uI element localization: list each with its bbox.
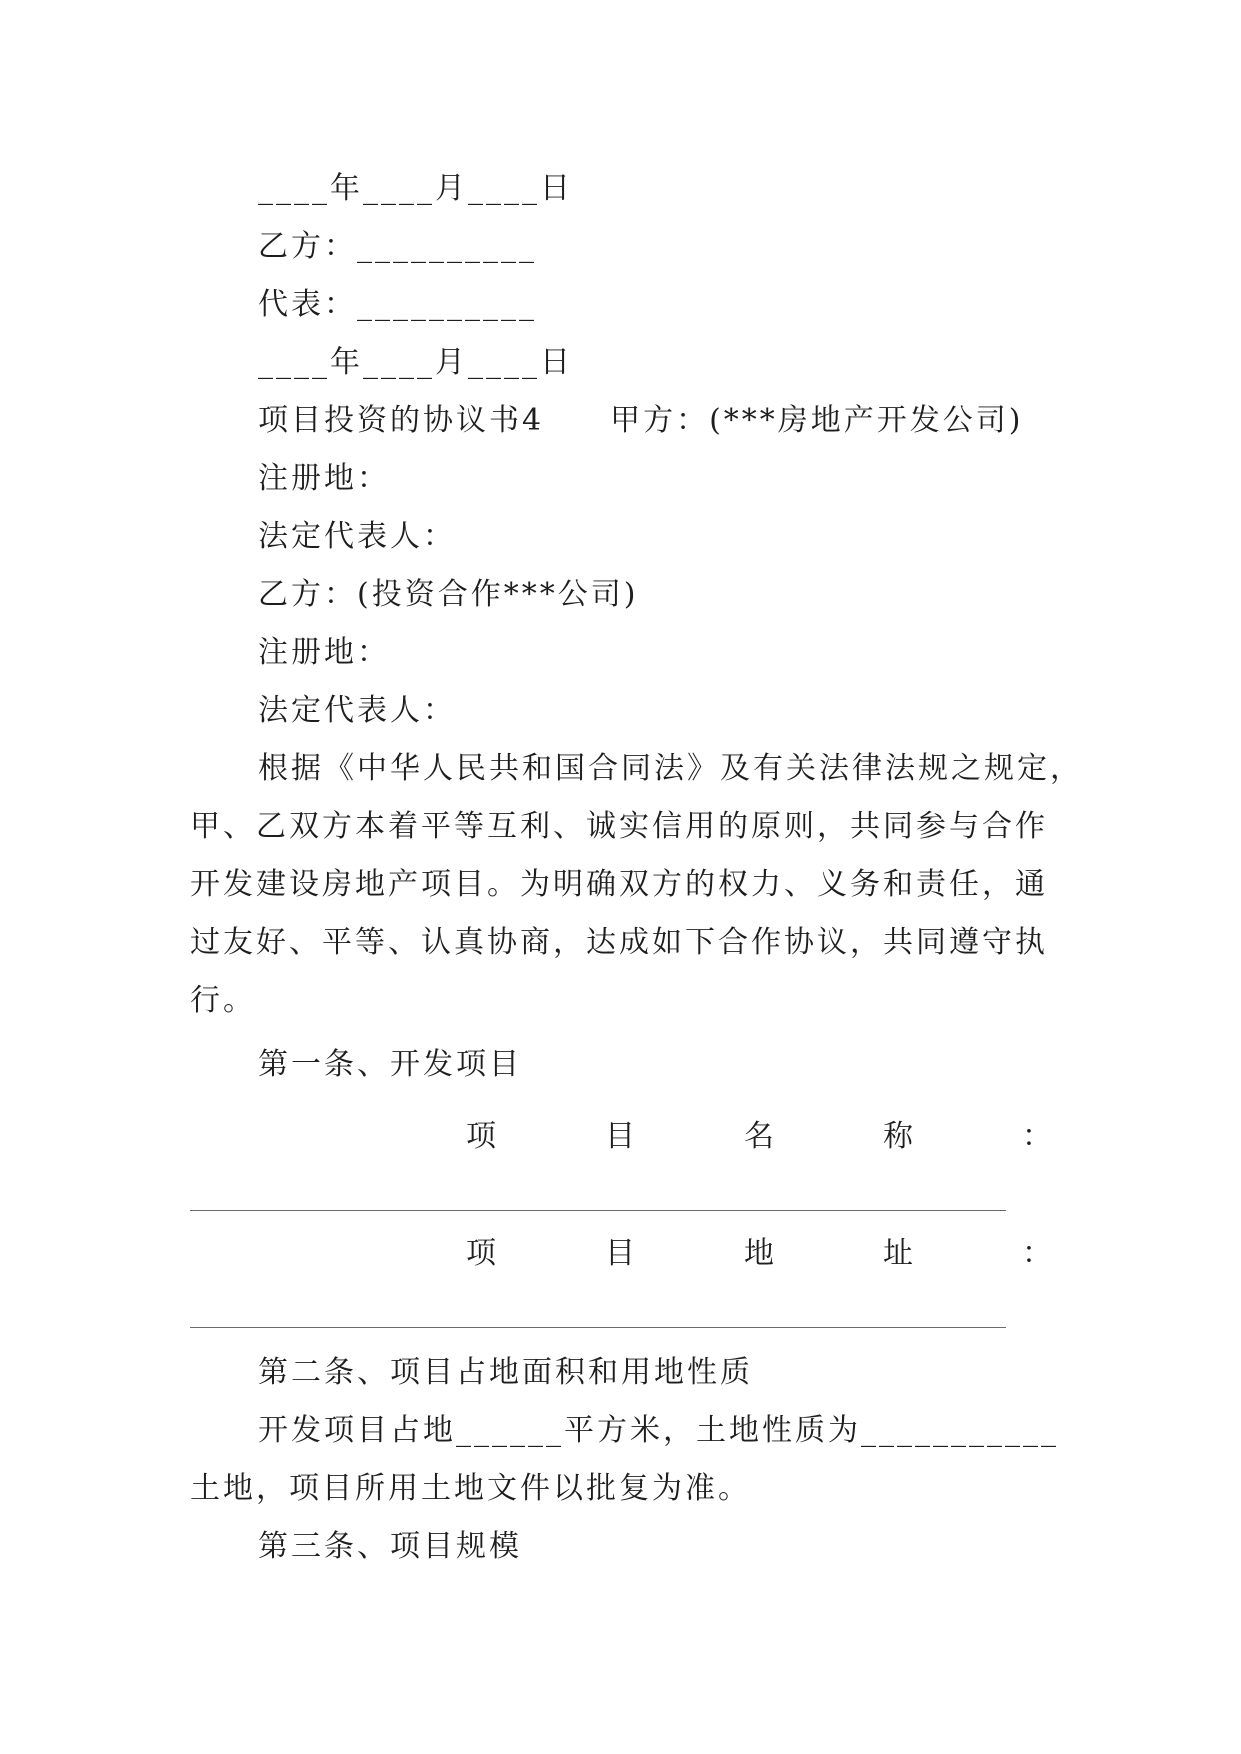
preamble-line: 开发建设房地产项目。为明确双方的权力、义务和责任，通 (190, 867, 1048, 902)
project-name-field-label (190, 1108, 1052, 1166)
article-2-heading: 第二条、项目占地面积和用地性质 (258, 1355, 753, 1390)
article-3-heading: 第三条、项目规模 (258, 1529, 522, 1564)
document-body (190, 160, 1083, 1576)
article-2-line: 开发项目占地______平方米，土地性质为___________ (258, 1413, 1059, 1448)
field-char: 目 (605, 1119, 635, 1154)
field-char: ： (1022, 1236, 1052, 1271)
party-a-sign-date: ____年____月____日 (258, 171, 573, 206)
preamble-line: 行。 (190, 983, 256, 1018)
field-char: 项 (466, 1236, 496, 1271)
article-2-line: 土地，项目所用土地文件以批复为准。 (190, 1471, 751, 1506)
party-b-legal-representative: 法定代表人： (258, 693, 456, 728)
party-b-name: 乙方：(投资合作***公司) (258, 577, 639, 612)
field-char: 名 (744, 1119, 774, 1154)
article-2-paragraph (190, 1402, 1059, 1518)
representative-sign-line: 代表：__________ (258, 287, 537, 322)
project-address-blank-line (190, 1283, 1006, 1328)
preamble-line: 根据《中华人民共和国合同法》及有关法律法规之规定， (258, 751, 1083, 786)
field-char: 称 (883, 1119, 913, 1154)
party-b-sign-date: ____年____月____日 (258, 345, 573, 380)
preamble-paragraph (190, 740, 1083, 1030)
field-char: 项 (466, 1119, 496, 1154)
project-address-field-label (190, 1225, 1052, 1283)
field-char: ： (1022, 1119, 1052, 1154)
party-a-registered-address: 注册地： (258, 461, 390, 496)
party-a-legal-representative: 法定代表人： (258, 519, 456, 554)
article-1-heading: 第一条、开发项目 (258, 1047, 522, 1082)
preamble-line: 甲、乙双方本着平等互利、诚实信用的原则，共同参与合作 (190, 809, 1048, 844)
field-char: 地 (744, 1236, 774, 1271)
field-char: 址 (883, 1236, 913, 1271)
party-b-registered-address: 注册地： (258, 635, 390, 670)
agreement-title-party-a: 项目投资的协议书4 甲方：(***房地产开发公司) (258, 403, 1024, 438)
field-char: 目 (605, 1236, 635, 1271)
party-b-sign-line: 乙方：__________ (258, 229, 537, 264)
preamble-line: 过友好、平等、认真协商，达成如下合作协议，共同遵守执 (190, 925, 1048, 960)
project-name-blank-line (190, 1166, 1006, 1211)
